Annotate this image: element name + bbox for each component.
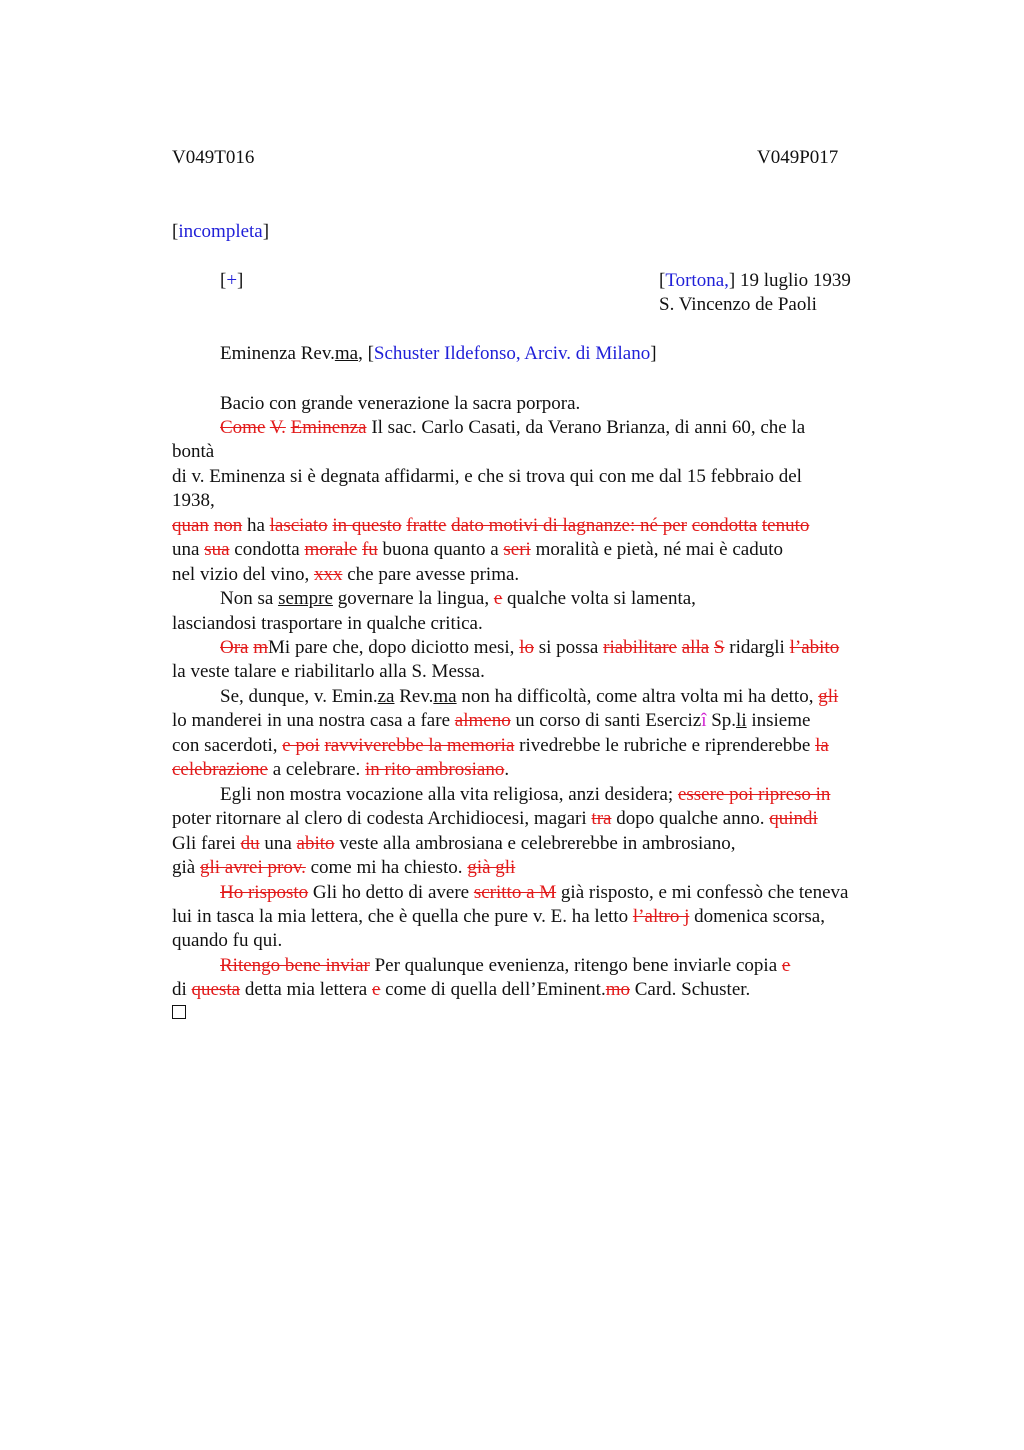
text-line-7 bbox=[172, 538, 783, 562]
text-seg: lui in tasca la mia lettera, che è quella che pure v. E. ha letto bbox=[172, 906, 633, 927]
text-line-1 bbox=[220, 392, 580, 416]
place-close: ] bbox=[728, 270, 736, 291]
deleted-text: Ora bbox=[220, 637, 249, 658]
text-line-15 bbox=[172, 734, 829, 758]
text-line-8 bbox=[172, 563, 519, 587]
salutation-mid: , [ bbox=[358, 343, 374, 364]
text-line-2 bbox=[220, 416, 805, 440]
text-line-21 bbox=[220, 881, 848, 905]
text-seg: un corso di santi Eserciz bbox=[510, 710, 702, 731]
deleted-text: quan bbox=[172, 515, 209, 536]
text-seg: domenica scorsa, bbox=[689, 906, 825, 927]
text-seg: lo manderei in una nostra casa a fare bbox=[172, 710, 455, 731]
text-seg: ridargli bbox=[724, 637, 790, 658]
underlined-text: li bbox=[736, 710, 747, 731]
cross-symbol: + bbox=[226, 270, 238, 291]
end-box-icon bbox=[172, 1005, 186, 1021]
text-line-9 bbox=[220, 587, 696, 611]
text-seg: Non sa bbox=[220, 588, 279, 609]
text-seg: come di quella dell’Eminent. bbox=[380, 979, 606, 1000]
text-line-17 bbox=[220, 783, 830, 807]
text-seg: veste alla ambrosiana e celebrerebbe in ambrosiano, bbox=[334, 833, 736, 854]
text-line-13 bbox=[220, 685, 838, 709]
text-line-20 bbox=[172, 856, 515, 880]
text-seg: a celebrare. bbox=[267, 759, 366, 780]
deleted-text: S bbox=[713, 637, 725, 658]
cross-open: [ bbox=[220, 270, 227, 291]
right-code: V049P017 bbox=[757, 147, 839, 168]
deleted-text: morale bbox=[304, 539, 358, 560]
text-seg: una bbox=[172, 539, 205, 560]
left-code: V049T016 bbox=[172, 147, 255, 168]
text-seg: di v. Eminenza si è degnata affidarmi, e che si trova qui con me dal 15 febbraio del bbox=[172, 466, 802, 487]
text-seg: Per qualunque evenienza, ritengo bene inviarle copia bbox=[369, 955, 782, 976]
underlined-text: za bbox=[377, 686, 395, 707]
text-line-3 bbox=[172, 440, 214, 464]
deleted-text: lasciato bbox=[269, 515, 328, 536]
underlined-text: sempre bbox=[278, 588, 333, 609]
deleted-text: xxx bbox=[313, 564, 343, 585]
status-note bbox=[172, 220, 269, 244]
deleted-text: gli avrei prov. bbox=[199, 857, 306, 878]
text-seg: rivedrebbe le rubriche e riprenderebbe bbox=[514, 735, 816, 756]
deleted-text: già gli bbox=[467, 857, 516, 878]
text-seg: che pare avesse prima. bbox=[342, 564, 520, 585]
status-label: incompleta bbox=[178, 221, 263, 242]
place-date bbox=[659, 269, 851, 293]
text-seg: . bbox=[504, 759, 510, 780]
text-line-18 bbox=[172, 807, 818, 831]
deleted-text: fu bbox=[361, 539, 378, 560]
deleted-text: l’abito bbox=[789, 637, 840, 658]
text-line-12 bbox=[172, 660, 485, 684]
deleted-text: in questo bbox=[332, 515, 402, 536]
status-open: [ bbox=[172, 221, 179, 242]
deleted-text: fratte bbox=[406, 515, 447, 536]
text-seg: 1938, bbox=[172, 490, 215, 511]
text-seg: Egli non mostra vocazione alla vita religiosa, anzi desidera; bbox=[220, 784, 678, 805]
text-seg: governare la lingua, bbox=[332, 588, 494, 609]
text-line-23 bbox=[172, 929, 282, 953]
text-seg: Gli ho detto di avere bbox=[308, 882, 474, 903]
text-line-10 bbox=[172, 612, 483, 636]
deleted-text: e bbox=[781, 955, 791, 976]
text-seg: come mi ha chiesto. bbox=[305, 857, 468, 878]
deleted-text: l’altro j bbox=[632, 906, 690, 927]
deleted-text: condotta bbox=[691, 515, 758, 536]
text-line-4 bbox=[172, 465, 802, 489]
text-seg: una bbox=[259, 833, 297, 854]
text-seg: Se, dunque, v. Emin. bbox=[220, 686, 378, 707]
text-seg: con sacerdoti, bbox=[172, 735, 283, 756]
deleted-text: questa bbox=[191, 979, 241, 1000]
deleted-text: Eminenza bbox=[290, 417, 367, 438]
deleted-text: sua bbox=[204, 539, 230, 560]
text-seg: insieme bbox=[746, 710, 811, 731]
deleted-text: non bbox=[213, 515, 243, 536]
letter-location: S. Vincenzo de Paoli bbox=[659, 294, 817, 315]
text-seg: ha bbox=[242, 515, 270, 536]
text-seg: nel vizio del vino, bbox=[172, 564, 314, 585]
deleted-text: abito bbox=[296, 833, 335, 854]
deleted-text: e bbox=[371, 979, 381, 1000]
text-seg: buona quanto a bbox=[377, 539, 504, 560]
text-line-5 bbox=[172, 489, 215, 513]
text-line-24 bbox=[220, 954, 790, 978]
salutation-prefix: Eminenza Rev. bbox=[220, 343, 335, 364]
deleted-text: e poi bbox=[282, 735, 320, 756]
deleted-text: scritto a M bbox=[473, 882, 557, 903]
text-seg: Gli farei bbox=[172, 833, 241, 854]
deleted-text: quindi bbox=[769, 808, 818, 829]
deleted-text: Come bbox=[220, 417, 266, 438]
deleted-text: riabilitare bbox=[603, 637, 677, 658]
deleted-text: ravviverebbe la memoria bbox=[324, 735, 515, 756]
text-seg: la veste talare e riabilitarlo alla S. Messa. bbox=[172, 661, 485, 682]
text-seg: Il sac. Carlo Casati, da Verano Brianza, di anni 60, che la bbox=[366, 417, 806, 438]
deleted-text: tenuto bbox=[761, 515, 810, 536]
deleted-text: Ritengo bene inviar bbox=[220, 955, 370, 976]
text-seg: di bbox=[172, 979, 192, 1000]
text-seg: dopo qualche anno. bbox=[611, 808, 770, 829]
place-open: [ bbox=[659, 270, 666, 291]
deleted-text: gli bbox=[818, 686, 839, 707]
text-seg: già bbox=[172, 857, 200, 878]
text-seg: non ha difficoltà, come altra volta mi ha detto, bbox=[456, 686, 819, 707]
deleted-text: celebrazione bbox=[172, 759, 268, 780]
status-close: ] bbox=[262, 221, 270, 242]
deleted-text: dato motivi di lagnanze: né per bbox=[451, 515, 687, 536]
deleted-text: e bbox=[493, 588, 503, 609]
text-seg: lasciandosi trasportare in qualche critica. bbox=[172, 613, 483, 634]
place-name: Tortona, bbox=[665, 270, 729, 291]
deleted-text: essere poi ripreso in bbox=[677, 784, 831, 805]
text-seg: detta mia lettera bbox=[240, 979, 372, 1000]
deleted-text: lo bbox=[519, 637, 534, 658]
deleted-text: la bbox=[815, 735, 829, 756]
deleted-text: in rito ambrosiano bbox=[365, 759, 505, 780]
deleted-text: almeno bbox=[454, 710, 511, 731]
text-line-6 bbox=[172, 514, 809, 538]
deleted-text: Ho risposto bbox=[220, 882, 309, 903]
text-seg: bontà bbox=[172, 441, 215, 462]
text-seg: Sp. bbox=[706, 710, 737, 731]
deleted-text: tra bbox=[591, 808, 612, 829]
text-seg: poter ritornare al clero di codesta Archidiocesi, magari bbox=[172, 808, 592, 829]
text-line-14 bbox=[172, 709, 810, 733]
text-line-25 bbox=[172, 978, 750, 1002]
text-line-11 bbox=[220, 636, 839, 660]
text-seg: moralità e pietà, né mai è caduto bbox=[530, 539, 783, 560]
cross-mark bbox=[220, 269, 243, 293]
text-seg: Card. Schuster. bbox=[629, 979, 751, 1000]
text-line-16 bbox=[172, 758, 509, 782]
text-line-22 bbox=[172, 905, 825, 929]
salutation-abbr: ma bbox=[334, 343, 359, 364]
text-seg: Mi pare che, dopo diciotto mesi, bbox=[268, 637, 520, 658]
text-seg: si possa bbox=[533, 637, 604, 658]
deleted-text: du bbox=[240, 833, 260, 854]
inserted-char: î bbox=[701, 710, 707, 731]
deleted-text: m bbox=[253, 637, 269, 658]
deleted-text: V. bbox=[269, 417, 286, 438]
deleted-text: mo bbox=[605, 979, 630, 1000]
text-seg: Rev. bbox=[394, 686, 434, 707]
deleted-text: alla bbox=[681, 637, 710, 658]
text-seg: qualche volta si lamenta, bbox=[502, 588, 696, 609]
text-seg: quando fu qui. bbox=[172, 930, 283, 951]
text-seg: Bacio con grande venerazione la sacra porpora. bbox=[220, 393, 581, 414]
text-seg: già risposto, e mi confessò che teneva bbox=[556, 882, 849, 903]
text-seg: condotta bbox=[229, 539, 305, 560]
cross-close: ] bbox=[237, 270, 244, 291]
salutation-recipient: Schuster Ildefonso, Arciv. di Milano bbox=[373, 343, 651, 364]
deleted-text: seri bbox=[503, 539, 531, 560]
letter-date: 19 luglio 1939 bbox=[735, 270, 851, 291]
text-line-19 bbox=[172, 832, 735, 856]
salutation bbox=[220, 342, 657, 366]
salutation-close: ] bbox=[650, 343, 657, 364]
underlined-text: ma bbox=[433, 686, 457, 707]
